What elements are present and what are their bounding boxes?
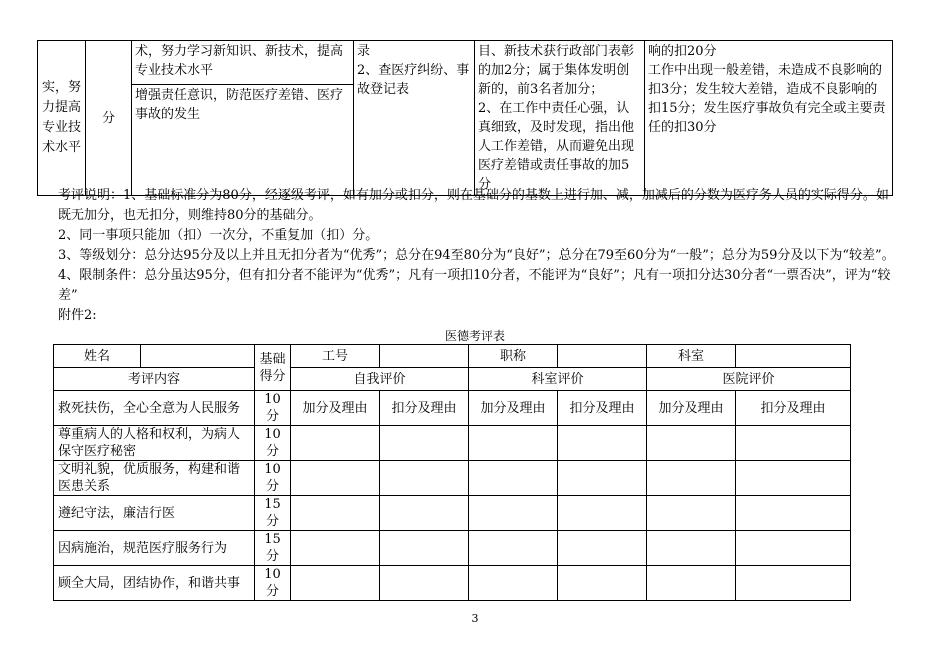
- self-eval-header-cell: [291, 368, 469, 391]
- self-minus-input[interactable]: [380, 531, 469, 566]
- hosp-minus-input[interactable]: [736, 496, 851, 531]
- hosp-eval-header-cell: [647, 368, 851, 391]
- hosp-plus-cell[interactable]: [647, 391, 736, 426]
- item-score: 10分: [264, 462, 281, 494]
- dept-label: 科室: [677, 348, 704, 364]
- base-score-label-cell: [255, 345, 291, 391]
- item-content: 尊重病人的人格和权利，为病人保守医疗秘密: [58, 427, 241, 459]
- category-text: 实，努力提高专业技术水平: [42, 80, 82, 155]
- item-content-cell: [54, 391, 255, 426]
- item-score-cell: [255, 496, 291, 531]
- dept-eval-header: 科室评价: [531, 371, 584, 387]
- hosp-plus-input[interactable]: [647, 496, 736, 531]
- dept-minus-input[interactable]: [558, 426, 647, 461]
- content-cell-2: [132, 85, 354, 196]
- plus-criteria-cell: [475, 41, 645, 196]
- item-score-cell: [255, 391, 291, 426]
- item-content: 救死扶伤，全心全意为人民服务: [58, 400, 241, 416]
- minus-label: 扣分及理由: [391, 400, 457, 416]
- evaluation-notes: [58, 186, 898, 326]
- attachment-label: 附件2:: [58, 308, 97, 323]
- item-score-cell: [255, 461, 291, 496]
- dept-plus-cell[interactable]: [469, 391, 558, 426]
- hosp-minus-input[interactable]: [736, 461, 851, 496]
- base-score-label: 基础得分: [259, 351, 286, 384]
- dept-minus-input[interactable]: [558, 566, 647, 601]
- item-score: 15分: [264, 532, 281, 564]
- name-input-cell[interactable]: [141, 345, 255, 368]
- name-label: 姓名: [83, 348, 110, 364]
- plus-label: 加分及理由: [658, 400, 724, 416]
- minus-criteria-cell: [645, 41, 893, 196]
- minus-criteria-text: 响的扣20分 工作中出现一般差错，未造成不良影响的扣3分；发生较大差错，造成不良影响的扣15分；发生医疗事故负有完全或主要责任的扣30分: [648, 44, 886, 135]
- self-minus-input[interactable]: [380, 566, 469, 601]
- plus-label: 加分及理由: [302, 400, 368, 416]
- content-header-cell: [54, 368, 255, 391]
- self-plus-input[interactable]: [291, 461, 380, 496]
- dept-input-cell[interactable]: [736, 345, 851, 368]
- self-minus-input[interactable]: [380, 461, 469, 496]
- dept-minus-input[interactable]: [558, 496, 647, 531]
- self-plus-input[interactable]: [291, 496, 380, 531]
- item-content: 文明礼貌，优质服务，构建和谐医患关系: [58, 462, 241, 494]
- item-content-cell: [54, 531, 255, 566]
- dept-label-cell: [647, 345, 736, 368]
- item-score-cell: [255, 426, 291, 461]
- hosp-plus-input[interactable]: [647, 426, 736, 461]
- dept-plus-input[interactable]: [469, 461, 558, 496]
- title-label-cell: [469, 345, 558, 368]
- hosp-minus-input[interactable]: [736, 426, 851, 461]
- performance-criteria-table: [37, 40, 893, 196]
- item-score-cell: [255, 531, 291, 566]
- item-score: 15分: [264, 497, 281, 529]
- self-eval-header: 自我评价: [353, 371, 406, 387]
- category-cell: [38, 41, 86, 196]
- dept-plus-input[interactable]: [469, 566, 558, 601]
- self-minus-input[interactable]: [380, 426, 469, 461]
- item-score: 10分: [264, 567, 281, 599]
- hosp-plus-input[interactable]: [647, 566, 736, 601]
- hosp-eval-header: 医院评价: [722, 371, 775, 387]
- item-content: 遵纪守法，廉洁行医: [58, 505, 176, 521]
- name-label-cell: [54, 345, 141, 368]
- item-content-cell: [54, 566, 255, 601]
- id-label-cell: [291, 345, 380, 368]
- content-text-2: 增强责任意识，防范医疗差错、医疗事故的发生: [135, 88, 344, 123]
- method-text: 录 2、查医疗纠纷、事故登记表: [357, 44, 470, 97]
- hosp-plus-input[interactable]: [647, 531, 736, 566]
- self-minus-input[interactable]: [380, 496, 469, 531]
- item-score-cell: [255, 566, 291, 601]
- self-plus-cell[interactable]: [291, 391, 380, 426]
- minus-label: 扣分及理由: [760, 400, 826, 416]
- dept-minus-input[interactable]: [558, 531, 647, 566]
- note-2: 2、同一事项只能加（扣）一次分，不重复加（扣）分。: [58, 228, 379, 243]
- item-content-cell: [54, 426, 255, 461]
- content-cell-1: [132, 41, 354, 85]
- hosp-minus-cell[interactable]: [736, 391, 851, 426]
- dept-minus-cell[interactable]: [558, 391, 647, 426]
- content-text-1: 术，努力学习新知识、新技术，提高专业技术水平: [135, 44, 344, 78]
- score-cell: [86, 41, 132, 196]
- dept-plus-input[interactable]: [469, 426, 558, 461]
- content-header: 考评内容: [127, 371, 180, 387]
- plus-label: 加分及理由: [480, 400, 546, 416]
- title-label: 职称: [499, 348, 526, 364]
- self-plus-input[interactable]: [291, 531, 380, 566]
- item-content-cell: [54, 496, 255, 531]
- page-number: 3: [471, 612, 479, 625]
- item-score: 10分: [264, 427, 281, 459]
- minus-label: 扣分及理由: [569, 400, 635, 416]
- item-content: 因病施治，规范医疗服务行为: [58, 540, 228, 556]
- title-input-cell[interactable]: [558, 345, 647, 368]
- dept-plus-input[interactable]: [469, 496, 558, 531]
- self-minus-cell[interactable]: [380, 391, 469, 426]
- id-input-cell[interactable]: [380, 345, 469, 368]
- self-plus-input[interactable]: [291, 426, 380, 461]
- note-1: 考评说明：1、基础标准分为80分，经逐级考评，如有加分或扣分，则在基础分的基数上进行加、减，加减后的分数为医疗务人员的实际得分。如既无加分，也无扣分，则维持80分的基础分。: [58, 188, 889, 223]
- hosp-minus-input[interactable]: [736, 566, 851, 601]
- item-content-cell: [54, 461, 255, 496]
- method-cell: [354, 41, 475, 196]
- self-plus-input[interactable]: [291, 566, 380, 601]
- hosp-plus-input[interactable]: [647, 461, 736, 496]
- eval-table-title: 医德考评表: [444, 329, 505, 343]
- item-score: 10分: [264, 392, 281, 424]
- dept-minus-input[interactable]: [558, 461, 647, 496]
- id-label: 工号: [321, 348, 348, 364]
- note-3: 3、等级划分：总分达95分及以上并且无扣分者为“优秀”；总分在94至80分为“良好”；总分在79至60分为“一般”；总分为59分及以下为“较差”。: [58, 248, 895, 263]
- medical-ethics-eval-table: [53, 344, 851, 601]
- plus-criteria-text: 目、新技术获行政部门表彰的加2分；属于集体发明创新的，前3名者加分； 2、在工作中责任心强，认真细致，及时发现，指出他人工作差错，从而避免出现医疗差错或责任事故的加5分: [478, 44, 635, 192]
- score-text: 分: [101, 110, 115, 126]
- dept-plus-input[interactable]: [469, 531, 558, 566]
- hosp-minus-input[interactable]: [736, 531, 851, 566]
- note-4: 4、限制条件：总分虽达95分，但有扣分者不能评为“优秀”；凡有一项扣10分者，不能评为“良好”；凡有一项扣分达30分者“一票否决”，评为“较差”: [58, 268, 891, 303]
- item-content: 顾全大局，团结协作，和谐共事: [58, 575, 241, 591]
- dept-eval-header-cell: [469, 368, 647, 391]
